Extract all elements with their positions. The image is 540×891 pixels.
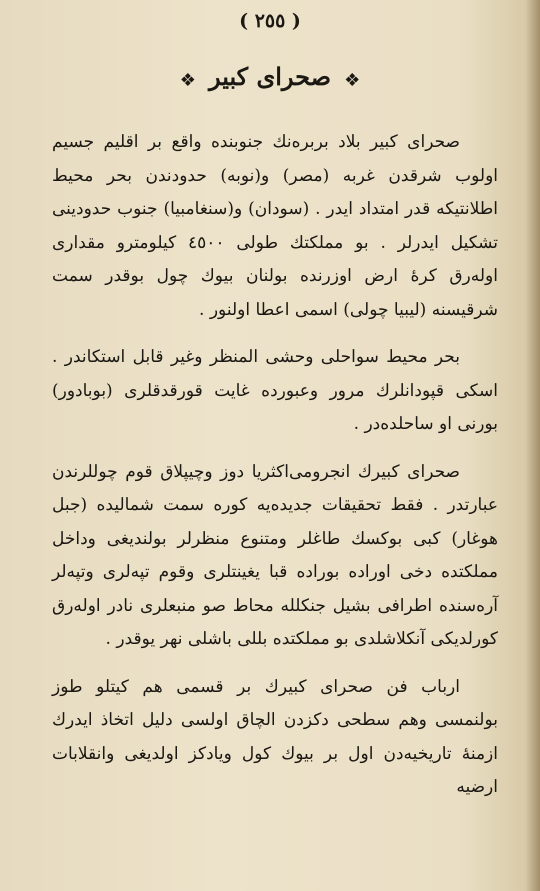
paragraph-4: ارباب فن صحرای کبیرك بر قسمی هم کیتلو طوز بولنمسی وهم سطحی دکزدن الچاق اولسی دلیل اتخاذ ایدرك ازمنهٔ تاریخیه‌دن اول بر بیوك کول ویادکز اولدیغی وانقلابات ارضیه xyxy=(52,676,498,797)
paragraph-1: صحرای کبیر بلاد بربره‌نك جنوبنده واقع بر اقلیم جسیم اولوب شرقدن غربه (مصر) و(نوبه) حدودندن بحر محیط اطلانتیکه قدر امتداد ایدر . (سودان) و(سنغامبیا) جنوب حدودینی تشکیل ایدرلر . بو مملکتك طولی ٤٥٠٠ کیلومترو مقداری اوله‌رق کرهٔ ارض اوزرنده بولنان بیوك چول بوقدر سمت شرقیسنه (لیبیا چولی) اسمی اعطا اولنور . xyxy=(52,132,498,320)
page-spine-shadow xyxy=(526,0,540,891)
paragraph-3: صحرای کبیرك انجرومی‌اکثریا دوز وچیپلاق قوم چوللرندن عبارتدر . فقط تحقیقات جدیده‌یه کوره سمت شمالیده (جبل هوغار) کبی بوکسك طاغلر ومتنوع منظرلر بولندیغی وداخل مملکتده دخی اوراده بوراده قبا یغینتلری وقوم تپه‌لری وتپه‌لر آرەسنده اطرافی بشیل جنکلله محاط صو منبعلری نادر اوله‌رق کورلدیکی آنکلاشلدی بو مملکتده بللی باشلی نهر یوقدر . xyxy=(52,461,498,649)
paragraph-2: بحر محیط سواحلی وحشی المنظر وغیر قابل استکاندر . اسکی قپودانلرك مرور وعبورده غایت قورقدقلری (بوبادور) بورنی او ساحلده‌در . xyxy=(52,347,498,434)
ornament-left-icon: ❖ xyxy=(179,70,196,91)
page-title: صحرای کبیر xyxy=(208,62,332,91)
ornament-right-icon: ❖ xyxy=(344,70,361,91)
body-text xyxy=(52,118,498,805)
page-number: ( ٢٥٥ ) xyxy=(239,10,301,32)
title-block xyxy=(0,62,540,91)
